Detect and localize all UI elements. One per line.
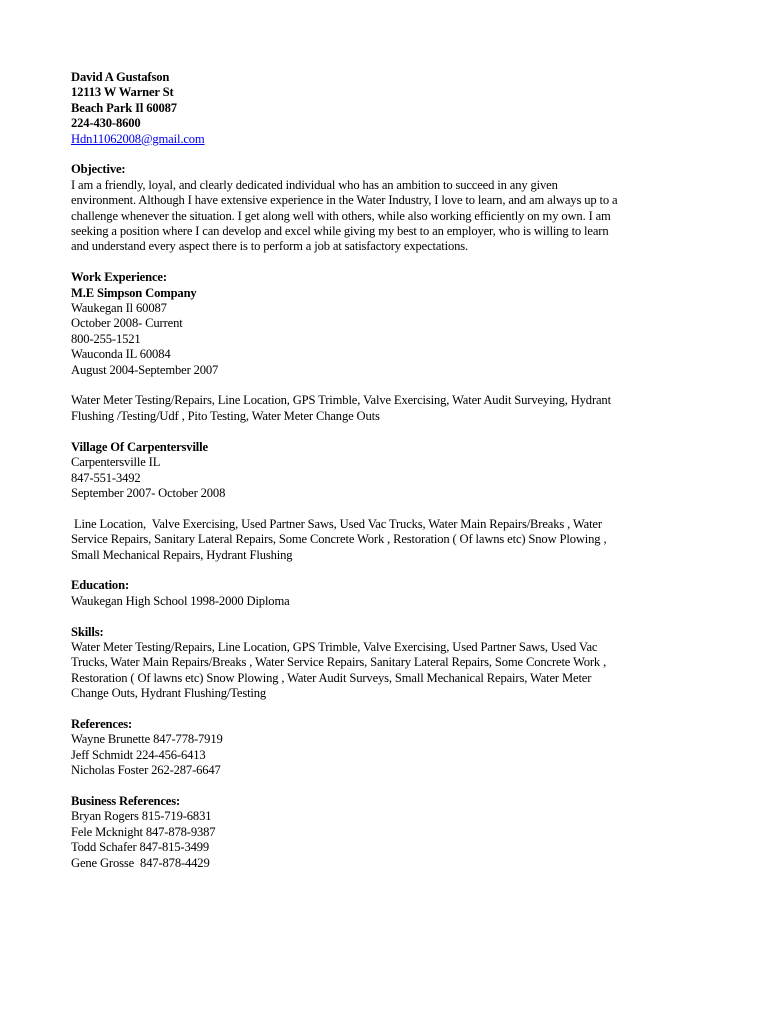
job-detail: Waukegan Il 60087 xyxy=(71,301,167,316)
job-company: Village Of Carpentersville xyxy=(71,439,208,454)
applicant-name: David A Gustafson xyxy=(71,70,170,84)
business-reference-item: Todd Schafer 847-815-3499 xyxy=(71,840,210,855)
skills-heading: Skills: xyxy=(71,624,104,639)
resume-document xyxy=(71,70,711,871)
spacer xyxy=(71,147,711,162)
skills-line: Change Outs, Hydrant Flushing/Testing xyxy=(71,686,267,701)
skills-line: Restoration ( Of lawns etc) Snow Plowing , Water Audit Surveys, Small Mechanical Repairs, Water Meter xyxy=(71,670,592,685)
business-reference-item: Fele Mcknight 847-878-9387 xyxy=(71,824,216,839)
job-detail: October 2008- Current xyxy=(71,316,183,331)
city-state-zip: Beach Park Il 60087 xyxy=(71,100,177,115)
spacer xyxy=(71,563,711,578)
spacer xyxy=(71,609,711,624)
education-heading: Education: xyxy=(71,578,129,593)
references-section xyxy=(71,717,711,779)
work-experience-section xyxy=(71,270,711,563)
contact-header xyxy=(71,70,711,147)
street-address: 12113 W Warner St xyxy=(71,85,174,100)
business-references-heading: Business References: xyxy=(71,793,181,808)
job-detail: 847-551-3492 xyxy=(71,470,141,485)
job-duties-line: Line Location, Valve Exercising, Used Partner Saws, Used Vac Trucks, Water Main Repairs/Breaks , Water xyxy=(71,516,602,531)
skills-line: Trucks, Water Main Repairs/Breaks , Water Service Repairs, Sanitary Lateral Repairs, Some Concrete Work , xyxy=(71,655,607,670)
skills-line: Water Meter Testing/Repairs, Line Location, GPS Trimble, Valve Exercising, Used Partner Saws, Used Vac xyxy=(71,639,598,654)
objective-line: seeking a position where I can develop and excel while giving my best to an employer, who is willing to learn xyxy=(71,224,609,239)
job-duties-line: Water Meter Testing/Repairs, Line Location, GPS Trimble, Valve Exercising, Water Audit Surveying, Hydrant xyxy=(71,393,611,408)
objective-heading: Objective: xyxy=(71,162,126,177)
skills-section xyxy=(71,625,711,702)
business-reference-item: Bryan Rogers 815-719-6831 xyxy=(71,809,212,824)
education-entry: Waukegan High School 1998-2000 Diploma xyxy=(71,593,290,608)
job-entry xyxy=(71,286,711,425)
job-detail: August 2004-September 2007 xyxy=(71,362,219,377)
references-heading: References: xyxy=(71,716,133,731)
job-duties-line: Flushing /Testing/Udf , Pito Testing, Water Meter Change Outs xyxy=(71,408,380,423)
job-duties-line: Small Mechanical Repairs, Hydrant Flushing xyxy=(71,547,293,562)
objective-line: I am a friendly, loyal, and clearly dedicated individual who has an ambition to succeed in any given xyxy=(71,177,558,192)
job-detail: Wauconda IL 60084 xyxy=(71,347,171,362)
job-detail: Carpentersville IL xyxy=(71,455,161,470)
spacer xyxy=(71,702,711,717)
email-link[interactable]: Hdn11062008@gmail.com xyxy=(71,131,205,146)
objective-line: challenge whenever the situation. I get along well with others, while also working efficiently on my own. I am xyxy=(71,208,611,223)
work-experience-heading: Work Experience: xyxy=(71,270,167,285)
job-company: M.E Simpson Company xyxy=(71,285,197,300)
job-duties-line: Service Repairs, Sanitary Lateral Repairs, Some Concrete Work , Restoration ( Of lawns etc) Snow Plowing , xyxy=(71,532,607,547)
business-reference-item: Gene Grosse 847-878-4429 xyxy=(71,855,210,870)
reference-item: Nicholas Foster 262-287-6647 xyxy=(71,763,221,778)
reference-item: Jeff Schmidt 224-456-6413 xyxy=(71,747,206,762)
job-entry xyxy=(71,440,711,563)
job-detail: 800-255-1521 xyxy=(71,331,141,346)
phone-number: 224-430-8600 xyxy=(71,116,141,131)
spacer xyxy=(71,501,711,516)
spacer xyxy=(71,779,711,794)
job-detail: September 2007- October 2008 xyxy=(71,485,226,500)
business-references-section xyxy=(71,794,711,871)
objective-line: environment. Although I have extensive experience in the Water Industry, I love to learn, and am always up to a xyxy=(71,193,618,208)
spacer xyxy=(71,255,711,270)
spacer xyxy=(71,378,711,393)
objective-section xyxy=(71,162,711,254)
education-section xyxy=(71,578,711,609)
objective-line: and understand every aspect there is to perform a job at satisfactory expectations. xyxy=(71,239,469,254)
spacer xyxy=(71,424,711,439)
reference-item: Wayne Brunette 847-778-7919 xyxy=(71,732,223,747)
